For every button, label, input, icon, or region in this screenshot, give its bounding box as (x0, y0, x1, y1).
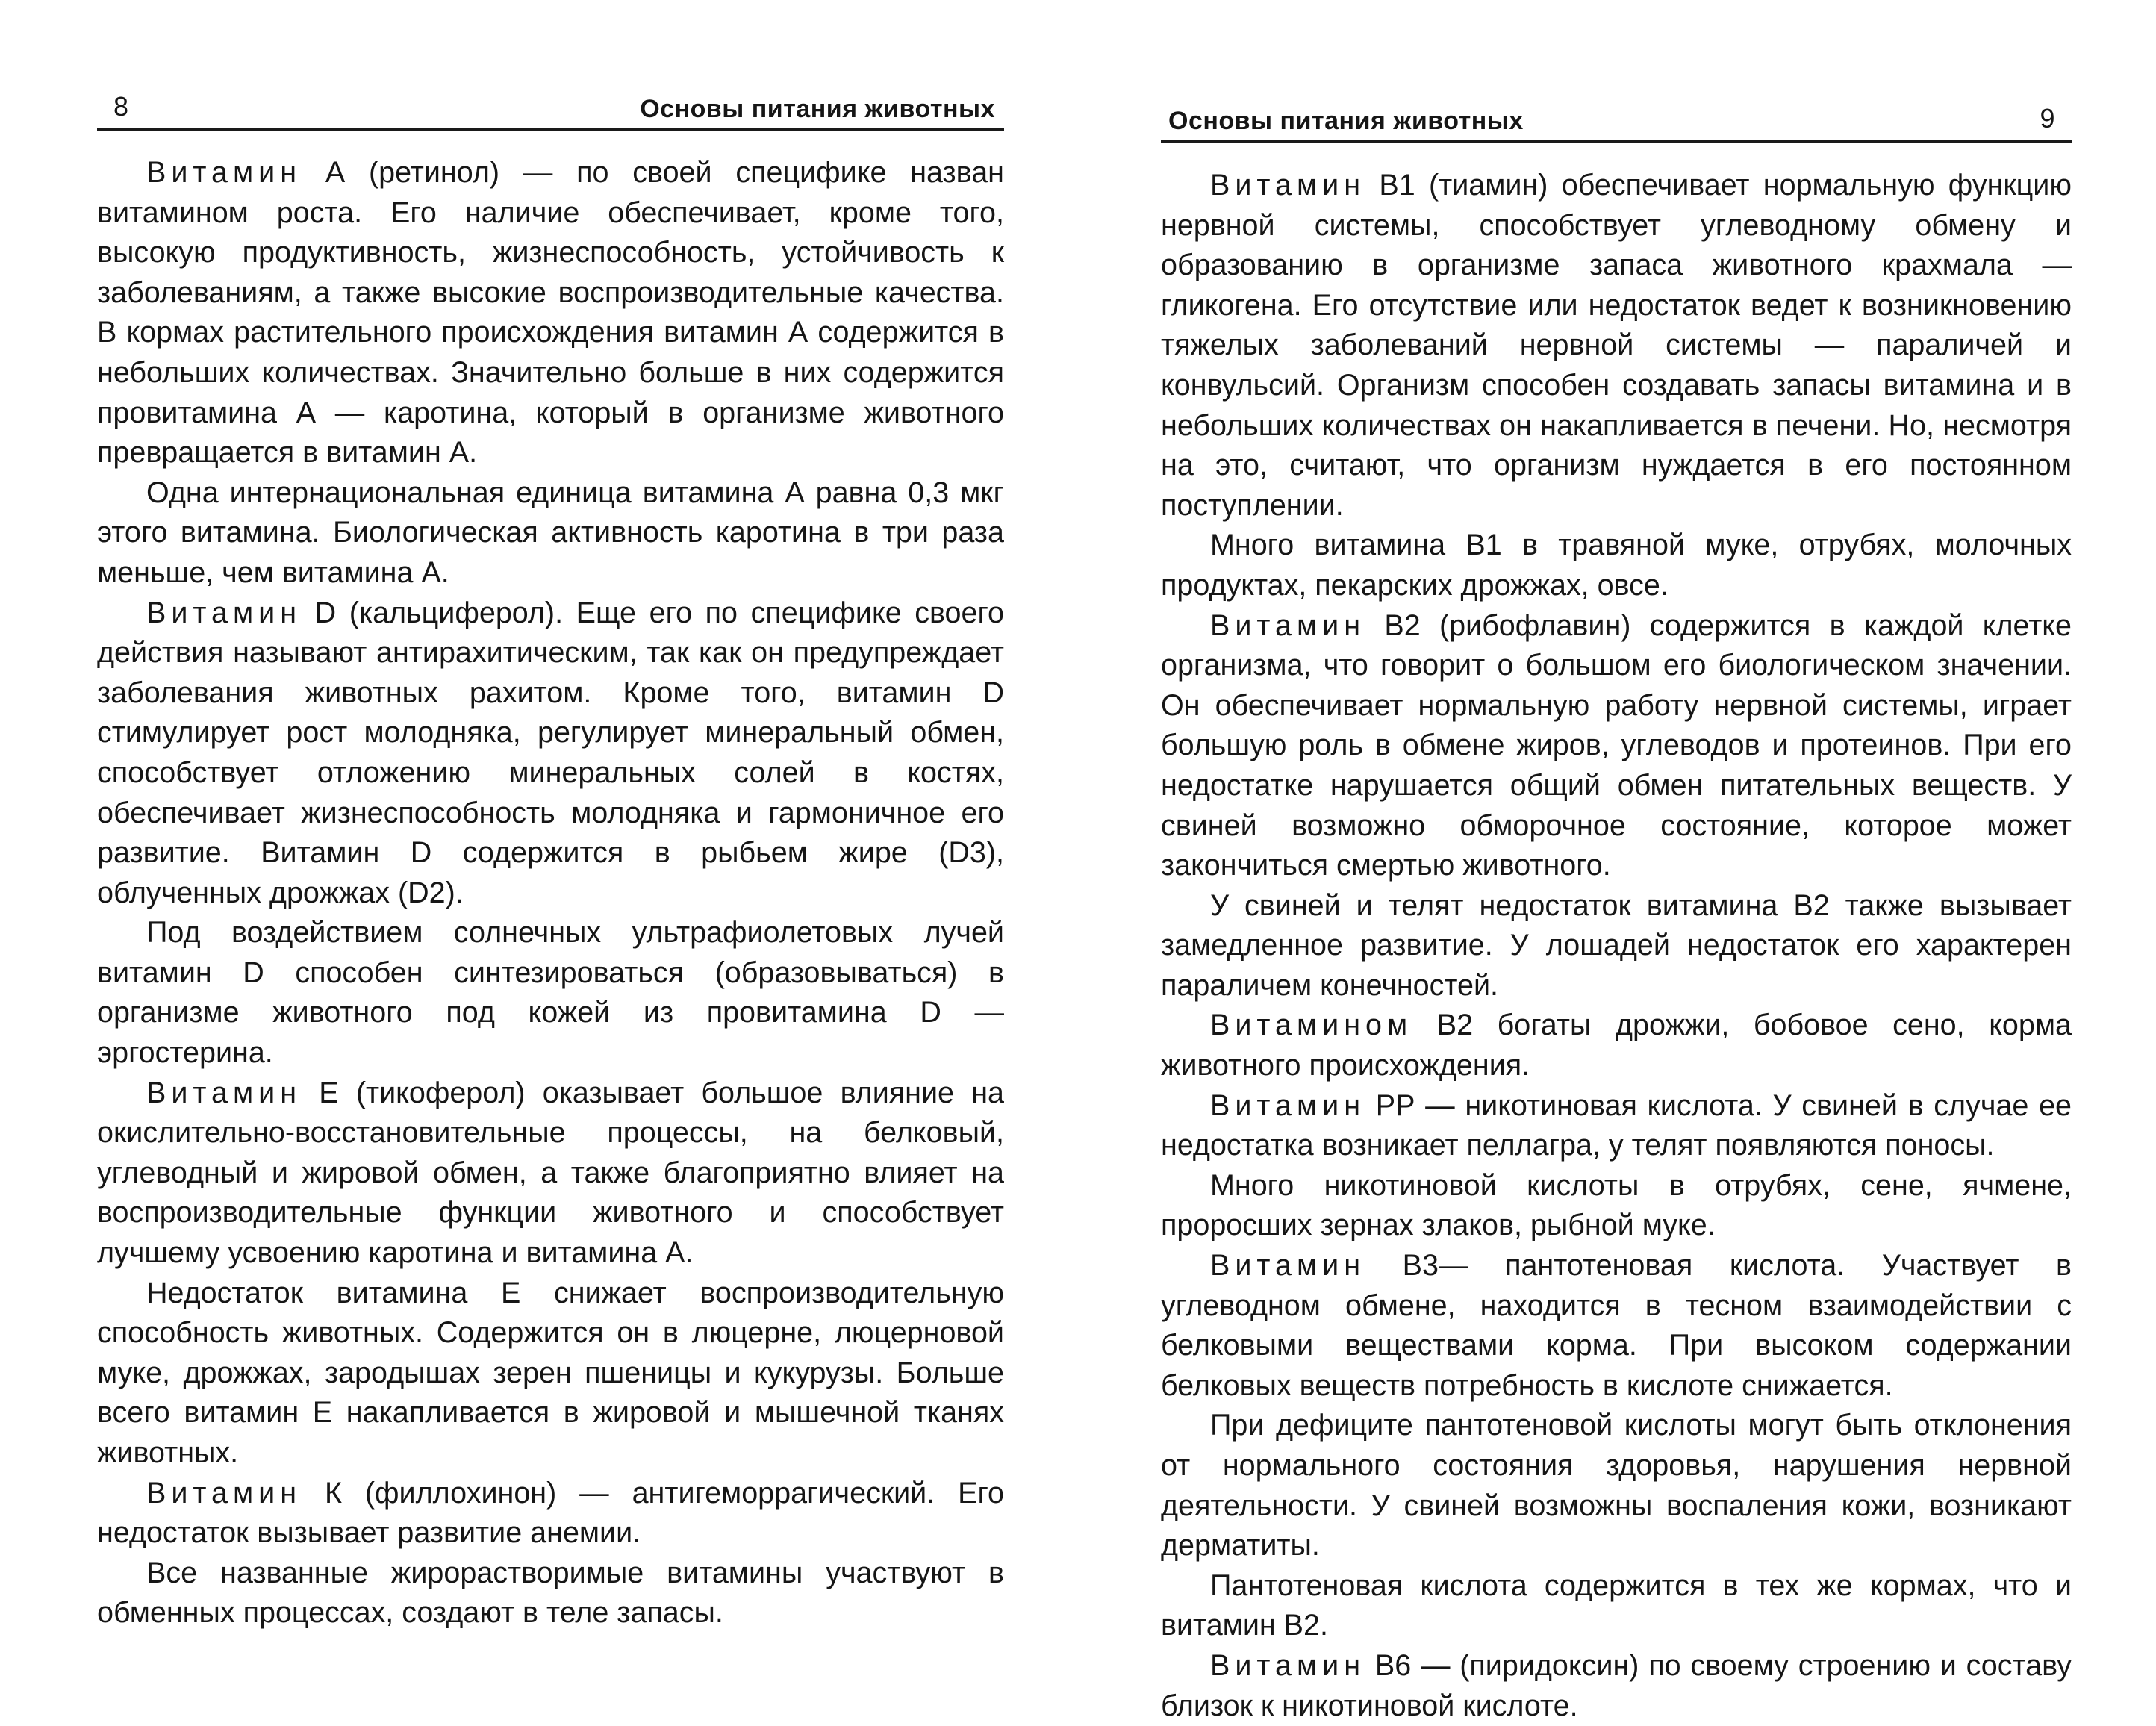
spaced-lead: Витамин (1210, 608, 1366, 642)
page-number: 9 (2040, 103, 2055, 134)
running-head: Основы питания животных (640, 95, 995, 123)
paragraph-text: При дефиците пантотеновой кислоты могут быть отклонения от нормального состояния здоровья, нарушения нервной деятельности. У свиней возможны воспаления кожи, возникают дерматиты. (1161, 1409, 2072, 1563)
paragraph (97, 153, 1004, 473)
spaced-lead: Витамин (146, 1076, 302, 1109)
running-head: Основы питания животных (1168, 107, 1524, 135)
left-page-header (97, 84, 1004, 131)
paragraph (97, 593, 1004, 914)
paragraph (97, 913, 1004, 1073)
paragraph-text: Все названные жирорастворимые витамины участвуют в обменных процессах, создают в теле запасы. (97, 1556, 1004, 1630)
paragraph-text: Недостаток витамина Е снижает воспроизводительную способность животных. Содержится он в люцерне, люцерновой муке, дрожжах, зародышах зерен пшеницы и кукурузы. Больше всего витамин Е накапливается в жировой и мышечной тканях животных. (97, 1276, 1004, 1469)
spaced-lead: Витамин (1210, 1249, 1366, 1283)
spaced-lead: Витамин (1210, 1088, 1366, 1122)
paragraph-text: А (ретинол) — по своей специфике назван витамином роста. Его наличие обеспечивает, кроме того, высокую продуктивность, жизнеспособность, устойчивость к заболеваниям, а также высокие воспроизводительные качества. В кормах растительного происхождения витамин А содержится в небольших количествах. Значительно больше в них содержится провитамина А — каротина, который в организме животного превращается в витамин А. (97, 156, 1004, 470)
spaced-lead: Витамином (1210, 1009, 1413, 1042)
paragraph (1161, 1566, 2072, 1646)
page-number: 8 (113, 91, 129, 122)
right-page (1161, 0, 2072, 1722)
paragraph-text: В1 (тиамин) обеспечивает нормальную функцию нервной системы, способствует углеводному обмену и образованию в организме запаса животного крахмала — гликогена. Его отсутствие или недостаток ведет к возникновению тяжелых заболеваний нервной системы — параличей и конвульсий. Организм способен создавать запасы витамина и в небольших количествах он накапливается в печени. Но, несмотря на это, считают, что организм нуждается в его постоянном поступлении. (1161, 169, 2072, 522)
paragraph (1161, 526, 2072, 605)
paragraph (97, 1554, 1004, 1633)
paragraph (1161, 1246, 2072, 1406)
paragraph-text: Много никотиновой кислоты в отрубях, сене, ячмене, проросших зернах злаков, рыбной муке. (1161, 1168, 2072, 1242)
paragraph-text: В2 богаты дрожжи, бобовое сено, корма животного происхождения. (1161, 1009, 2072, 1082)
spaced-lead: Витамин (1210, 169, 1366, 202)
spaced-lead: Витамин (146, 156, 302, 189)
paragraph (1161, 606, 2072, 886)
paragraph (1161, 1006, 2072, 1085)
paragraph-text: У свиней и телят недостаток витамина В2 также вызывает замедленное развитие. У лошадей недостаток его характерен параличем конечностей. (1161, 888, 2072, 1002)
paragraph (1161, 1166, 2072, 1246)
paragraph (97, 1474, 1004, 1554)
paragraph-text: Под воздействием солнечных ультрафиолетовых лучей витамин D способен синтезироваться (образовываться) в организме животного под кожей из провитамина D — эргостерина. (97, 916, 1004, 1070)
paragraph-text: В3— пантотеновая кислота. Участвует в углеводном обмене, находится в тесном взаимодействии с белковыми веществами корма. При высоком содержании белковых веществ потребность в кислоте снижается. (1161, 1249, 2072, 1402)
paragraph (1161, 1646, 2072, 1726)
paragraph-text: Пантотеновая кислота содержится в тех же кормах, что и витамин В2. (1161, 1568, 2072, 1642)
paragraph (1161, 1406, 2072, 1565)
paragraph (1161, 166, 2072, 526)
paragraph (97, 1074, 1004, 1274)
paragraph-text: D (кальциферол). Еще его по специфике своего действия называют антирахитическим, так как он предупреждает заболевания животных рахитом. Кроме того, витамин D стимулирует рост молодняка, регулирует минеральный обмен, способствует отложению минеральных солей в костях, обеспечивает жизнеспособность молодняка и гармоничное его развитие. Витамин D содержится в рыбьем жире (D3), облученных дрожжах (D2). (97, 596, 1004, 909)
spaced-lead: Витамин (146, 1476, 302, 1510)
paragraph (1161, 886, 2072, 1006)
paragraph-text: В2 (рибофлавин) содержится в каждой клетке организма, что говорит о большом его биологическом значении. Он обеспечивает нормальную работу нервной системы, играет большую роль в обмене жиров, углеводов и протеинов. При его недостатке нарушается общий обмен питательных веществ. У свиней возможно обморочное состояние, которое может закончиться смертью животного. (1161, 608, 2072, 882)
paragraph-text: Е (тикоферол) оказывает большое влияние на окислительно-восстановительные процессы, на белковый, углеводный и жировой обмен, а также благоприятно влияет на воспроизводительные функции животного и способствует лучшему усвоению каротина и витамина А. (97, 1076, 1004, 1270)
right-page-body (1161, 166, 2072, 1726)
paragraph (97, 473, 1004, 593)
spaced-lead: Витамин (146, 596, 302, 629)
left-page-body (97, 153, 1004, 1633)
paragraph (97, 1274, 1004, 1474)
paragraph-text: Много витамина В1 в травяной муке, отрубях, молочных продуктах, пекарских дрожжах, овсе. (1161, 529, 2072, 602)
paragraph-text: В6 — (пиридоксин) по своему строению и составу близок к никотиновой кислоте. (1161, 1648, 2072, 1722)
paragraph-text: Одна интернациональная единица витамина А равна 0,3 мкг этого витамина. Биологическая активность каротина в три раза меньше, чем витамина А. (97, 476, 1004, 589)
spaced-lead: Витамин (1210, 1648, 1366, 1682)
paragraph (1161, 1086, 2072, 1166)
right-page-header (1161, 96, 2072, 143)
paragraph-text: РР — никотиновая кислота. У свиней в случае ее недостатка возникает пеллагра, у телят появляются поносы. (1161, 1088, 2072, 1162)
left-page (97, 0, 1004, 1717)
paragraph-text: К (филлохинон) — антигеморрагический. Его недостаток вызывает развитие анемии. (97, 1476, 1004, 1550)
